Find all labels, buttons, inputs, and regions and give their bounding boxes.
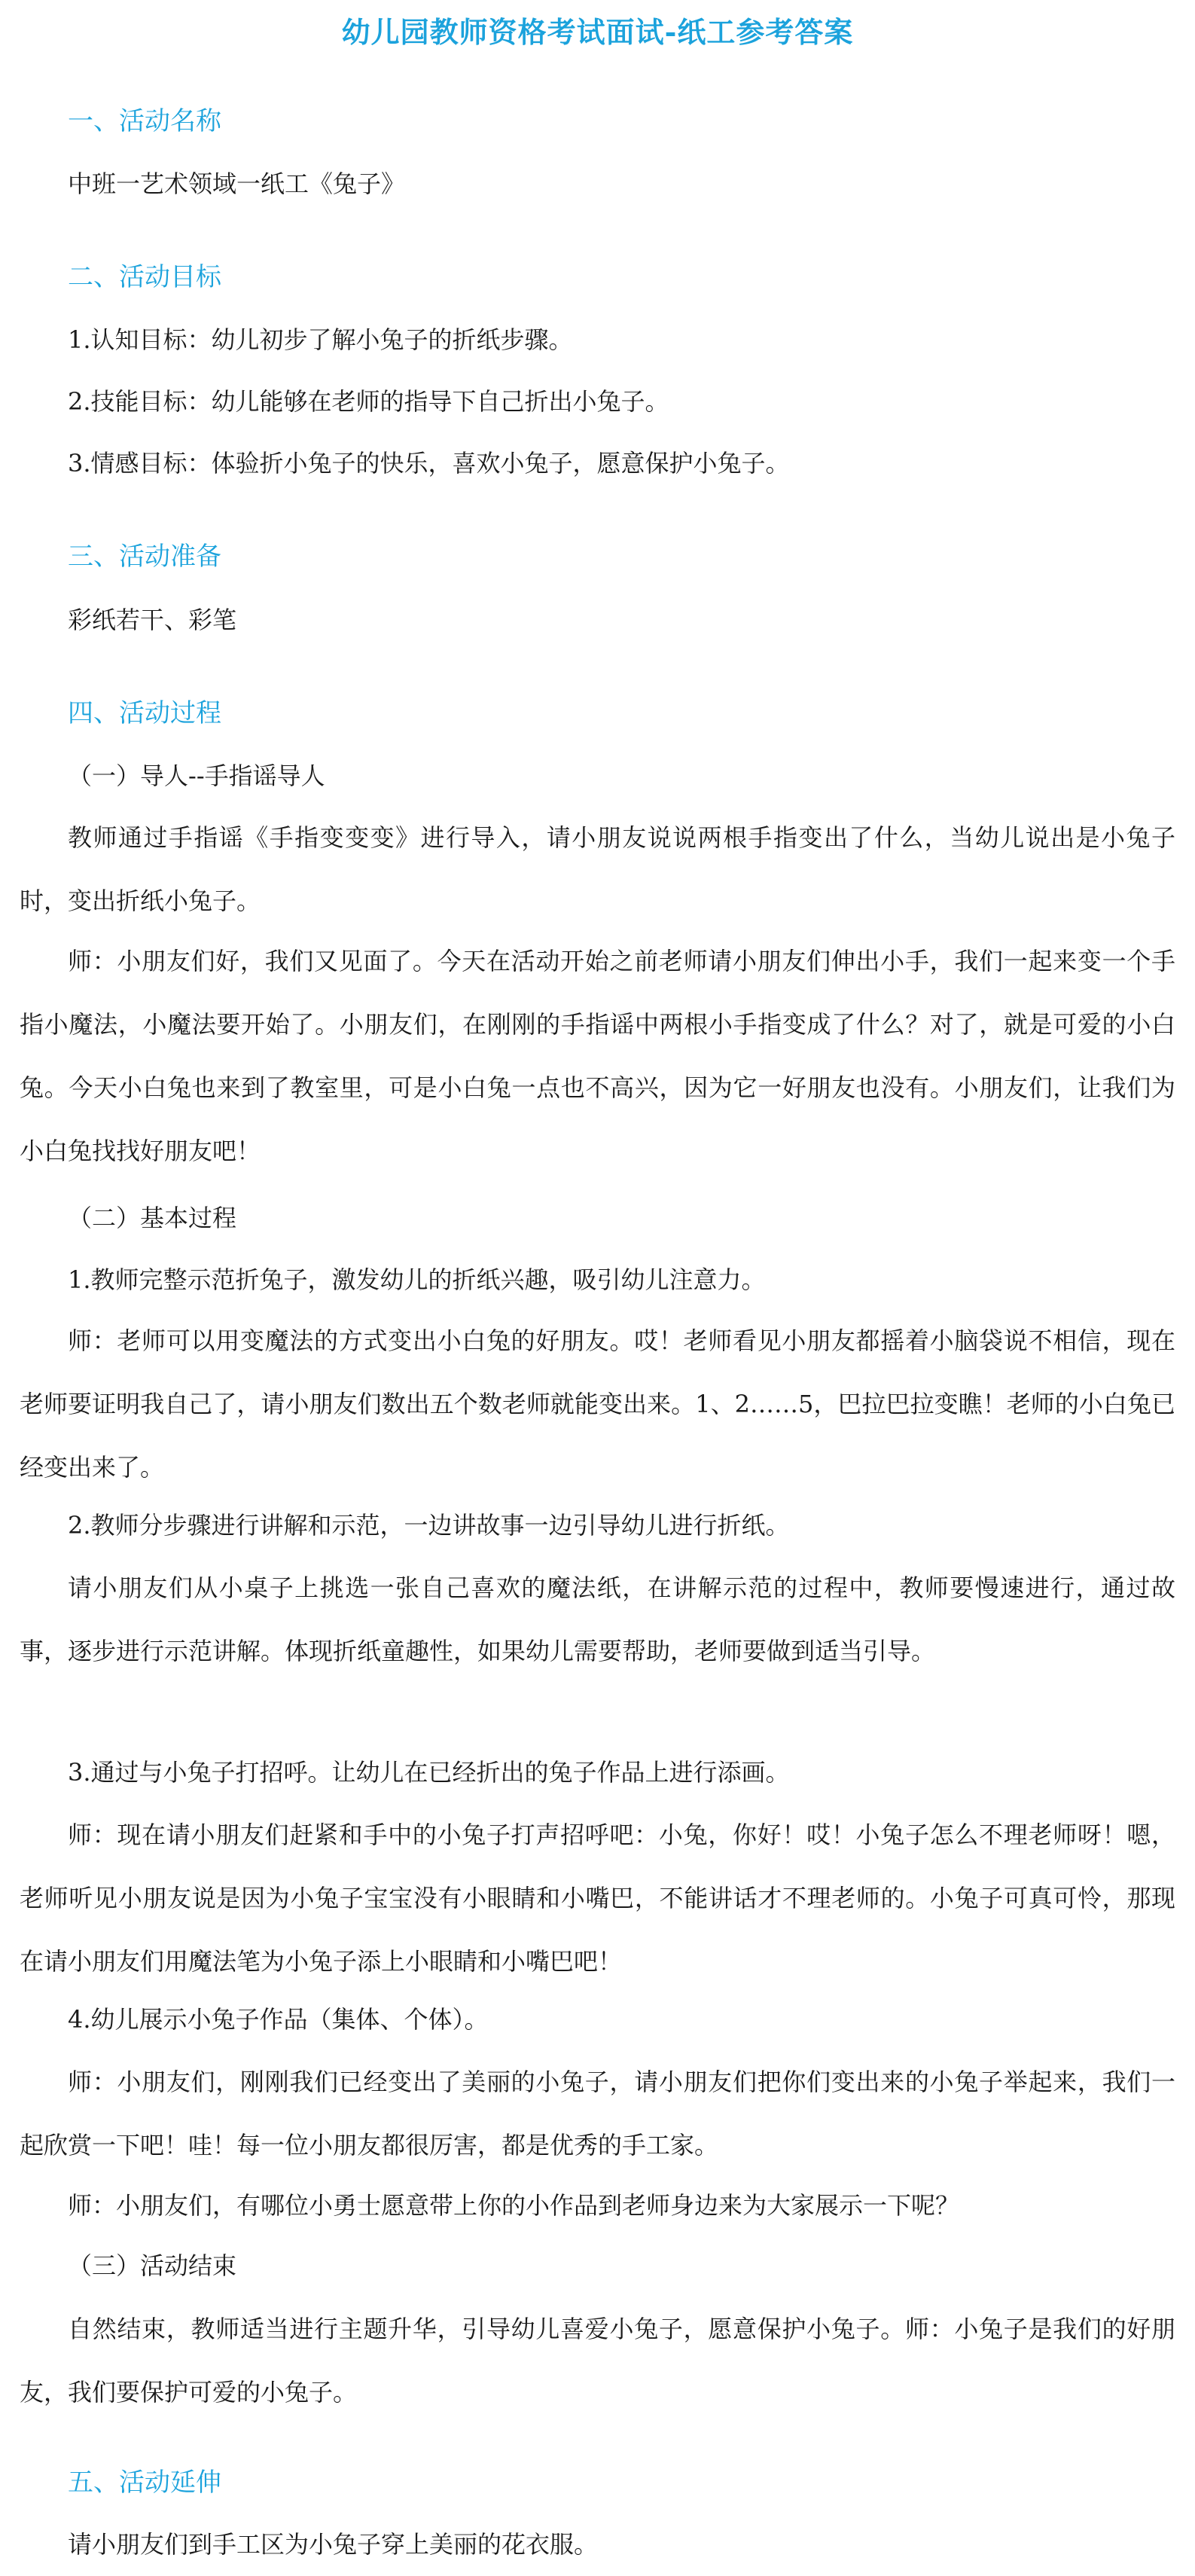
step-3-greeting: 3.通过与小兔子打招呼。让幼儿在已经折出的兔子作品上进行添画。 bbox=[68, 1758, 790, 1787]
subheading-activity-end: （三）活动结束 bbox=[68, 2251, 237, 2280]
goal-emotion: 3.情感目标：体验折小兔子的快乐，喜欢小兔子，愿意保护小兔子。 bbox=[68, 449, 790, 478]
paragraph-magic-paper: 请小朋友们从小桌子上挑选一张自己喜欢的魔法纸，在讲解示范的过程中，教师要慢速进行，通过故事，逐步进行示范讲解。体现折纸童趣性，如果幼儿需要帮助，老师要做到适当引导。 bbox=[20, 1573, 1175, 1665]
step-4-showcase: 4.幼儿展示小兔子作品（集体、个体）。 bbox=[68, 2005, 489, 2034]
goal-cognitive: 1.认知目标：幼儿初步了解小兔子的折纸步骤。 bbox=[68, 325, 573, 354]
section-heading-activity-goals: 二、活动目标 bbox=[68, 262, 221, 292]
paragraph-conclusion: 自然结束，教师适当进行主题升华，引导幼儿喜爱小兔子，愿意保护小兔子。师：小兔子是我们的好朋友，我们要保护可爱的小兔子。 bbox=[20, 2315, 1175, 2407]
step-1-demonstration: 1.教师完整示范折兔子，激发幼儿的折纸兴趣，吸引幼儿注意力。 bbox=[68, 1265, 766, 1294]
subheading-basic-process: （二）基本过程 bbox=[68, 1204, 237, 1232]
paragraph-magic-show: 师：老师可以用变魔法的方式变出小白兔的好朋友。哎！老师看见小朋友都摇着小脑袋说不相信，现在老师要证明我自己了，请小朋友们数出五个数老师就能变出来。1、2……5，巴拉巴拉变瞧！老师的小白兔已经变出来了。 bbox=[20, 1326, 1175, 1482]
paragraph-add-drawing: 师：现在请小朋友们赶紧和手中的小兔子打声招呼吧：小兔，你好！哎！小兔子怎么不理老师呀！嗯，老师听见小朋友说是因为小兔子宝宝没有小眼睛和小嘴巴，不能讲话才不理老师的。小兔子可真可怜，那现在请小朋友们用魔法笔为小兔子添上小眼睛和小嘴巴吧！ bbox=[20, 1821, 1175, 1976]
section-heading-activity-process: 四、活动过程 bbox=[68, 698, 221, 728]
activity-prep-text: 彩纸若干、彩笔 bbox=[68, 606, 237, 634]
section-heading-activity-extension: 五、活动延伸 bbox=[68, 2468, 221, 2498]
section-heading-activity-prep: 三、活动准备 bbox=[68, 542, 221, 572]
paragraph-volunteer: 师：小朋友们，有哪位小勇士愿意带上你的小作品到老师身边来为大家展示一下呢？ bbox=[68, 2191, 960, 2220]
goal-skill: 2.技能目标：幼儿能够在老师的指导下自己折出小兔子。 bbox=[68, 387, 669, 416]
paragraph-teacher-greeting: 师：小朋友们好，我们又见面了。今天在活动开始之前老师请小朋友们伸出小手，我们一起来变一个手指小魔法，小魔法要开始了。小朋友们，在刚刚的手指谣中两根小手指变成了什么？对了，就是可爱的小白兔。今天小白兔也来到了教室里，可是小白兔一点也不高兴，因为它一好朋友也没有。小朋友们，让我们为小白兔找找好朋友吧！ bbox=[20, 947, 1175, 1165]
step-2-explanation: 2.教师分步骤进行讲解和示范，一边讲故事一边引导幼儿进行折纸。 bbox=[68, 1511, 790, 1540]
subheading-introduction: （一）导人--手指谣导人 bbox=[68, 762, 325, 790]
paragraph-appreciation: 师：小朋友们，刚刚我们已经变出了美丽的小兔子，请小朋友们把你们变出来的小兔子举起来，我们一起欣赏一下吧！哇！每一位小朋友都很厉害，都是优秀的手工家。 bbox=[20, 2068, 1175, 2159]
activity-extension-text: 请小朋友们到手工区为小兔子穿上美丽的花衣服。 bbox=[68, 2530, 599, 2559]
section-heading-activity-name: 一、活动名称 bbox=[68, 106, 221, 136]
document-title: 幼儿园教师资格考试面试-纸工参考答案 bbox=[341, 15, 854, 49]
activity-name-text: 中班一艺术领域一纸工《兔子》 bbox=[68, 169, 406, 198]
paragraph-intro-description: 教师通过手指谣《手指变变变》进行导入，请小朋友说说两根手指变出了什么，当幼儿说出是小兔子时，变出折纸小兔子。 bbox=[20, 823, 1175, 915]
